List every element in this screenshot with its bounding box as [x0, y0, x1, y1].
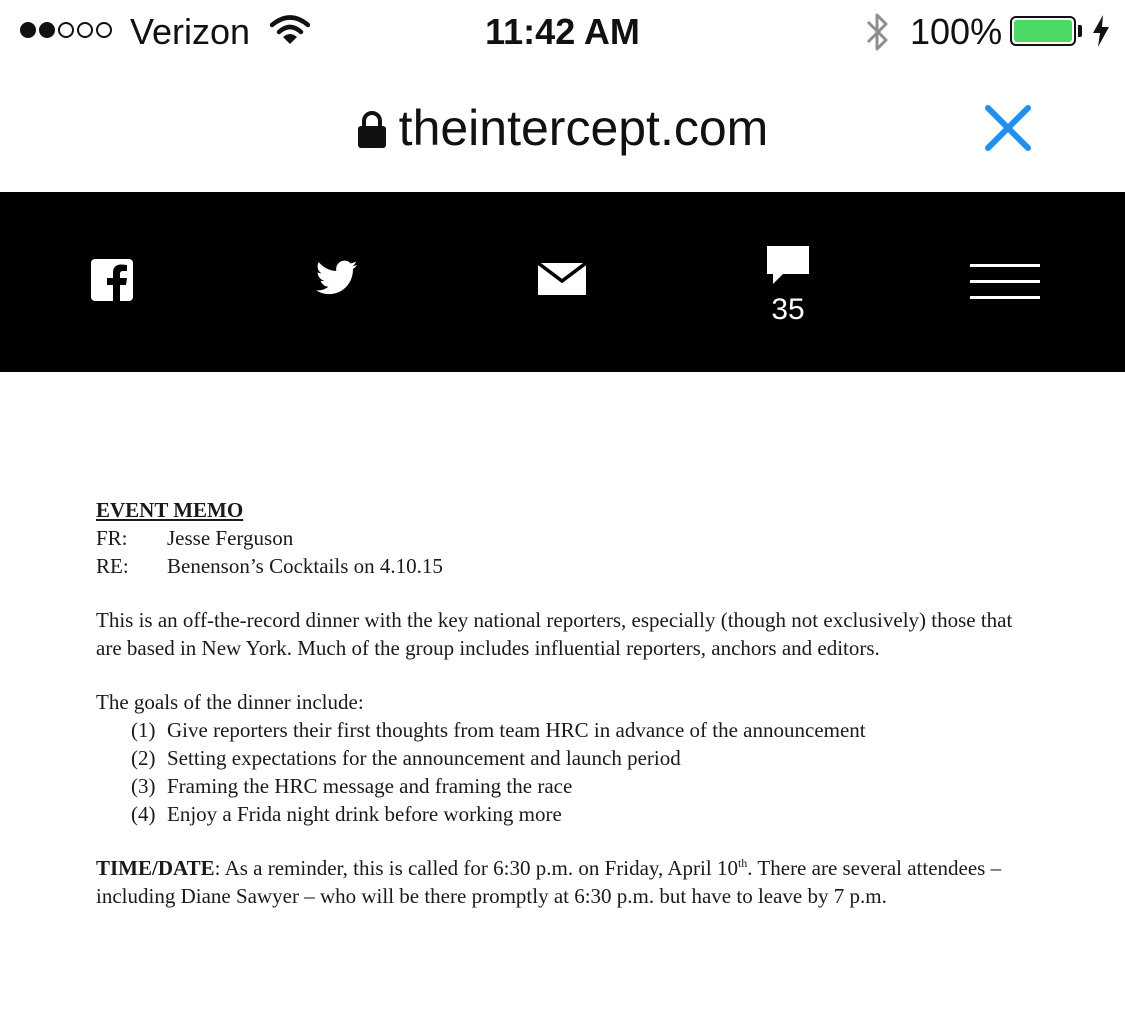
battery-nub: [1078, 25, 1082, 37]
memo-time-paragraph: [96, 854, 1036, 910]
memo-from-label: FR:: [96, 526, 128, 550]
goal-number: (1): [131, 718, 156, 742]
memo-goals-heading: The goals of the dinner include:: [96, 690, 364, 714]
list-item: [96, 716, 1036, 744]
goal-text: Setting expectations for the announcement and launch period: [167, 746, 681, 770]
share-bar: [0, 192, 1125, 372]
memo-re-label: RE:: [96, 554, 129, 578]
memo-time-label: TIME/DATE: [96, 856, 215, 880]
comment-count: 35: [771, 293, 805, 326]
battery-icon: [1010, 16, 1076, 46]
list-item: [96, 772, 1036, 800]
comments-button[interactable]: [762, 246, 814, 327]
carrier-name: Verizon: [130, 11, 251, 52]
goal-number: (4): [131, 802, 156, 826]
list-item: [96, 744, 1036, 772]
goal-text: Framing the HRC message and framing the race: [167, 774, 573, 798]
twitter-share-button[interactable]: [316, 260, 358, 301]
address-bar: [0, 66, 1125, 192]
bluetooth-icon: [862, 10, 892, 59]
comment-icon: [767, 273, 809, 290]
memo-time-text-end: . There are several attendees – including Diane Sawyer – who will be there promptly at 6:30 p.m. but have to leave by 7 p.m.: [96, 856, 1002, 908]
close-icon: [980, 143, 1036, 160]
memo-time-text: : As a reminder, this is called for 6:30 p.m. on Friday, April 10: [214, 856, 738, 880]
lock-icon: [357, 111, 387, 154]
facebook-share-button[interactable]: [91, 259, 133, 306]
facebook-icon: [91, 288, 133, 305]
memo-from-value: Jesse Ferguson: [167, 526, 294, 550]
twitter-icon: [316, 283, 358, 300]
memo-from-row: [96, 524, 1036, 552]
memo-title: EVENT MEMO: [96, 498, 244, 522]
memo-re-row: [96, 552, 1036, 580]
list-item: [96, 800, 1036, 828]
menu-button[interactable]: [970, 264, 1040, 305]
status-bar: [0, 0, 1125, 66]
memo-intro-paragraph: This is an off-the-record dinner with the key national reporters, especially (though not exclusively) those that are based in New York. Much of the group includes influential reporters, anchors and editors.: [96, 608, 1013, 660]
email-share-button[interactable]: [538, 263, 586, 300]
memo-goals-list: [96, 716, 1036, 828]
close-button[interactable]: [980, 100, 1036, 156]
goal-text: Enjoy a Frida night drink before working more: [167, 802, 562, 826]
url-text: theintercept.com: [398, 100, 769, 156]
menu-icon: [970, 287, 1040, 304]
goal-text: Give reporters their first thoughts from team HRC in advance of the announcement: [167, 718, 866, 742]
mail-icon: [538, 282, 586, 299]
memo-document: [96, 496, 1036, 910]
memo-re-value: Benenson’s Cocktails on 4.10.15: [167, 554, 443, 578]
memo-time-superscript: th: [737, 856, 748, 870]
clock: 11:42 AM: [485, 11, 640, 52]
url-display[interactable]: [0, 100, 1125, 156]
goal-number: (3): [131, 774, 156, 798]
battery-level: [1014, 20, 1072, 42]
charging-icon: [1090, 14, 1112, 53]
goal-number: (2): [131, 746, 156, 770]
battery-percent: 100%: [910, 11, 1003, 52]
